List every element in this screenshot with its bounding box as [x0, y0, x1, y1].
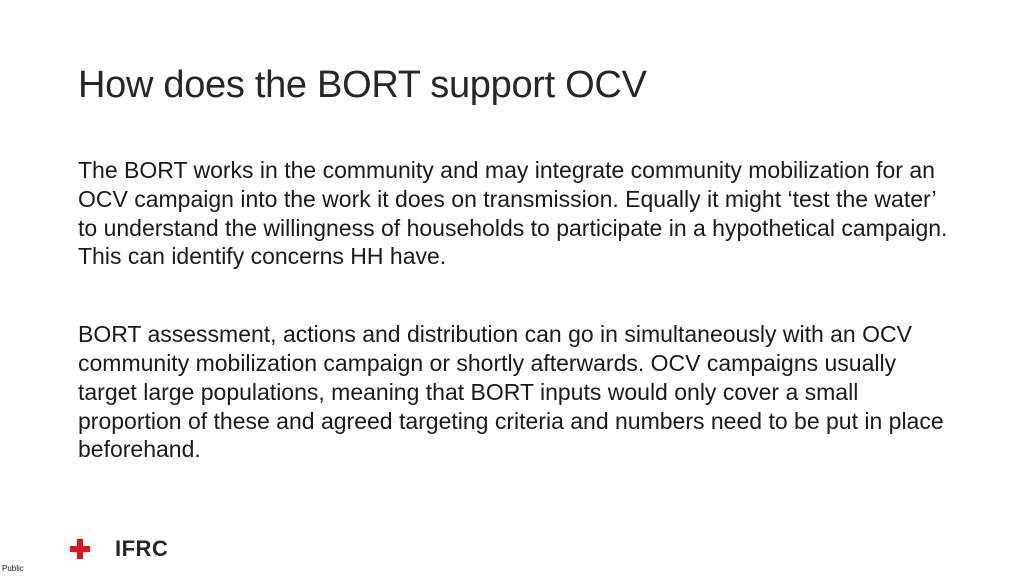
- body-paragraph-2: BORT assessment, actions and distribution can go in simultaneously with an OCV community mobilization campaign or shortly afterwards. OCV campaigns usually target large populations, meaning that BORT inputs would only cover a small proportion of these and agreed targeting criteria and numbers need to be put in place beforehand.: [78, 321, 944, 463]
- body-paragraph-1: The BORT works in the community and may integrate community mobilization for an OCV campaign into the work it does on transmission. Equally it might ‘test the water’ to understand the willingness of households to participate in a hypothetical campaign. This can identify concerns HH have.: [78, 157, 948, 270]
- slide-body: [78, 156, 948, 464]
- red-cross-red-crescent-emblem-icon: [70, 538, 112, 560]
- classification-label: Public: [2, 564, 24, 573]
- logo-wordmark: IFRC: [115, 536, 169, 561]
- ifrc-logo: [70, 537, 168, 561]
- slide-title: How does the BORT support OCV: [78, 64, 647, 106]
